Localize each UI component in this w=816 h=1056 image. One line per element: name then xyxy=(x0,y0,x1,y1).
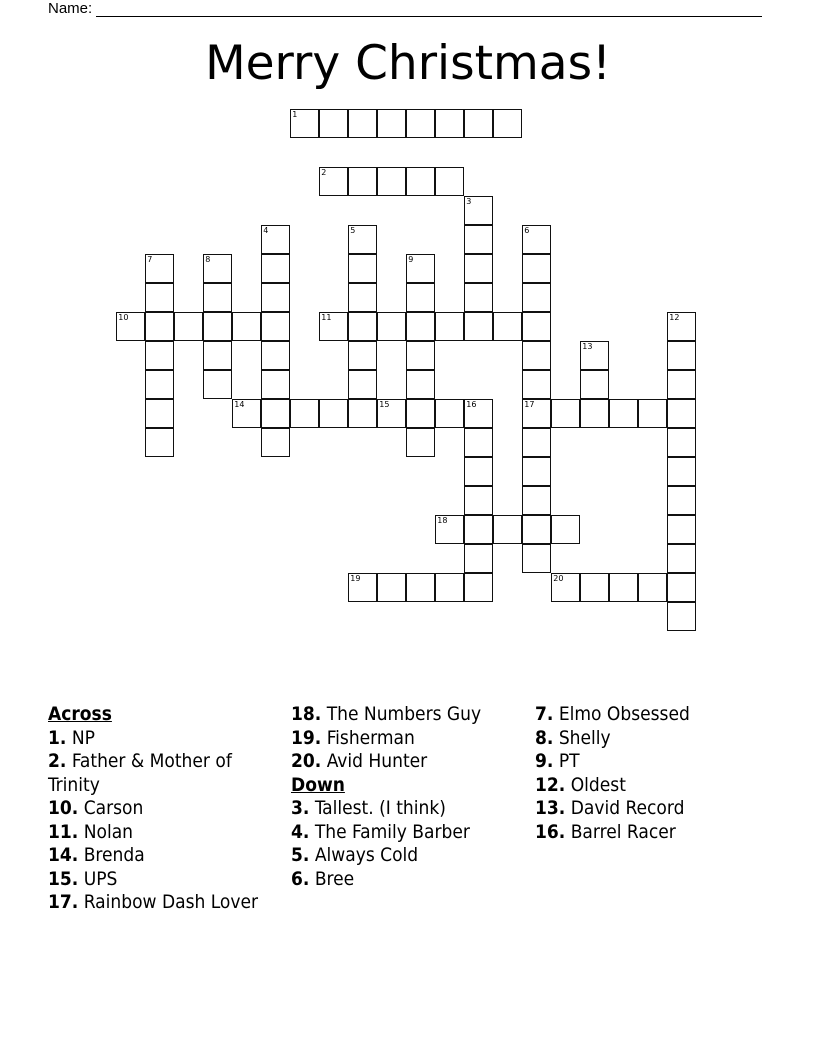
clue-number: 10 xyxy=(118,313,129,323)
grid-cell[interactable] xyxy=(377,167,406,196)
down-clue xyxy=(291,868,506,892)
clue-number: 1. xyxy=(48,726,67,749)
grid-cell[interactable] xyxy=(667,341,696,370)
clue-number: 12. xyxy=(535,773,566,796)
down-clue xyxy=(291,821,506,845)
grid-cell[interactable] xyxy=(522,225,551,254)
grid-cell[interactable] xyxy=(667,544,696,573)
name-field[interactable] xyxy=(48,0,762,17)
clue-number: 18 xyxy=(437,516,448,526)
grid-cell[interactable] xyxy=(464,573,493,602)
clue-number: 4. xyxy=(291,820,310,843)
grid-cell[interactable] xyxy=(464,196,493,225)
crossword-grid xyxy=(117,110,717,650)
clue-text: Oldest xyxy=(565,773,626,796)
grid-cell[interactable] xyxy=(522,457,551,486)
across-clue xyxy=(291,750,506,774)
clue-number: 12 xyxy=(669,313,680,323)
grid-cell[interactable] xyxy=(203,312,232,341)
grid-cell[interactable] xyxy=(522,428,551,457)
across-clue xyxy=(48,891,263,915)
clue-text: Shelly xyxy=(553,726,611,749)
grid-cell[interactable] xyxy=(493,109,522,138)
grid-cell[interactable] xyxy=(406,109,435,138)
clue-text: Always Cold xyxy=(309,844,419,866)
grid-cell[interactable] xyxy=(261,428,290,457)
grid-cell[interactable] xyxy=(464,254,493,283)
grid-cell[interactable] xyxy=(174,312,203,341)
down-clue xyxy=(291,797,506,821)
clue-number: 14. xyxy=(48,844,79,866)
grid-cell[interactable] xyxy=(464,399,493,428)
clue-number: 5. xyxy=(291,844,310,866)
grid-cell[interactable] xyxy=(145,283,174,312)
clue-text: Tallest. (I think) xyxy=(309,797,446,819)
clue-number: 8. xyxy=(535,726,554,749)
clue-text: Rainbow Dash Lover xyxy=(78,891,259,913)
clue-number: 16. xyxy=(535,820,566,843)
grid-cell[interactable] xyxy=(406,428,435,457)
grid-cell[interactable] xyxy=(435,515,464,544)
grid-cell[interactable] xyxy=(406,370,435,399)
grid-cell[interactable] xyxy=(203,254,232,283)
grid-cell[interactable] xyxy=(319,399,348,428)
grid-cell[interactable] xyxy=(145,312,174,341)
clue-number: 17. xyxy=(48,891,79,913)
down-clue xyxy=(535,750,765,774)
grid-cell[interactable] xyxy=(261,225,290,254)
clue-text: Brenda xyxy=(78,844,145,866)
clue-number: 10. xyxy=(48,797,79,819)
grid-cell[interactable] xyxy=(435,109,464,138)
grid-cell[interactable] xyxy=(348,573,377,602)
grid-cell[interactable] xyxy=(377,109,406,138)
page-title: Merry Christmas! xyxy=(205,36,611,91)
grid-cell[interactable] xyxy=(580,370,609,399)
clue-column-3 xyxy=(535,703,765,844)
clue-number: 9. xyxy=(535,750,554,772)
grid-cell[interactable] xyxy=(580,399,609,428)
grid-cell[interactable] xyxy=(348,109,377,138)
grid-cell[interactable] xyxy=(435,573,464,602)
across-clue xyxy=(48,821,263,845)
grid-cell[interactable] xyxy=(522,341,551,370)
clue-number: 11. xyxy=(48,820,79,843)
down-clue xyxy=(291,844,506,868)
grid-cell[interactable] xyxy=(406,312,435,341)
clue-text: UPS xyxy=(78,867,118,890)
clue-number: 8 xyxy=(205,255,211,265)
grid-cell[interactable] xyxy=(638,399,667,428)
grid-cell[interactable] xyxy=(232,399,261,428)
grid-cell[interactable] xyxy=(203,341,232,370)
grid-cell[interactable] xyxy=(261,312,290,341)
clue-text: Avid Hunter xyxy=(321,750,428,772)
grid-cell[interactable] xyxy=(232,312,261,341)
across-clue xyxy=(291,727,506,751)
clue-number: 6. xyxy=(291,867,310,890)
grid-cell[interactable] xyxy=(406,254,435,283)
grid-cell[interactable] xyxy=(145,428,174,457)
grid-cell[interactable] xyxy=(435,167,464,196)
clue-text: David Record xyxy=(565,797,685,819)
clue-number: 2. xyxy=(48,750,67,772)
grid-cell[interactable] xyxy=(406,341,435,370)
grid-cell[interactable] xyxy=(464,515,493,544)
grid-cell[interactable] xyxy=(464,109,493,138)
grid-cell[interactable] xyxy=(319,167,348,196)
grid-cell[interactable] xyxy=(667,428,696,457)
clue-text: Elmo Obsessed xyxy=(553,703,690,725)
across-clue xyxy=(48,727,263,751)
grid-cell[interactable] xyxy=(667,486,696,515)
grid-cell[interactable] xyxy=(667,573,696,602)
across-clue xyxy=(48,844,263,868)
grid-cell[interactable] xyxy=(348,312,377,341)
grid-cell[interactable] xyxy=(551,515,580,544)
grid-cell[interactable] xyxy=(348,370,377,399)
grid-cell[interactable] xyxy=(377,573,406,602)
grid-cell[interactable] xyxy=(551,573,580,602)
grid-cell[interactable] xyxy=(145,341,174,370)
grid-cell[interactable] xyxy=(580,573,609,602)
grid-cell[interactable] xyxy=(493,312,522,341)
clue-number: 1 xyxy=(292,110,298,120)
name-label: Name: xyxy=(48,0,93,17)
grid-cell[interactable] xyxy=(522,283,551,312)
clue-number: 13 xyxy=(582,342,593,352)
clue-number: 16 xyxy=(466,400,477,410)
grid-cell[interactable] xyxy=(319,109,348,138)
down-clue xyxy=(535,774,765,798)
clue-column-2 xyxy=(291,703,506,891)
clue-number: 15 xyxy=(379,400,390,410)
clue-text: Barrel Racer xyxy=(565,820,676,843)
down-heading: Down xyxy=(291,773,345,796)
clue-number: 14 xyxy=(234,400,245,410)
grid-cell[interactable] xyxy=(348,341,377,370)
grid-cell[interactable] xyxy=(464,283,493,312)
grid-cell[interactable] xyxy=(261,341,290,370)
clue-text: Fisherman xyxy=(321,726,415,749)
clue-text: The Numbers Guy xyxy=(321,703,482,725)
grid-cell[interactable] xyxy=(464,312,493,341)
grid-cell[interactable] xyxy=(667,370,696,399)
grid-cell[interactable] xyxy=(290,109,319,138)
grid-cell[interactable] xyxy=(406,573,435,602)
grid-cell[interactable] xyxy=(464,428,493,457)
clue-text: Bree xyxy=(309,867,355,890)
grid-cell[interactable] xyxy=(667,602,696,631)
grid-cell[interactable] xyxy=(145,370,174,399)
grid-cell[interactable] xyxy=(667,312,696,341)
grid-cell[interactable] xyxy=(145,399,174,428)
clue-number: 2 xyxy=(321,168,327,178)
grid-cell[interactable] xyxy=(464,457,493,486)
clue-number: 19 xyxy=(350,574,361,584)
grid-cell[interactable] xyxy=(638,573,667,602)
name-blank-line[interactable] xyxy=(96,2,762,17)
grid-cell[interactable] xyxy=(203,370,232,399)
grid-cell[interactable] xyxy=(348,399,377,428)
grid-cell[interactable] xyxy=(580,341,609,370)
clue-text: Carson xyxy=(78,797,144,819)
grid-cell[interactable] xyxy=(667,457,696,486)
grid-cell[interactable] xyxy=(522,370,551,399)
across-clue xyxy=(48,868,263,892)
grid-cell[interactable] xyxy=(290,399,319,428)
across-clue xyxy=(291,703,506,727)
grid-cell[interactable] xyxy=(667,399,696,428)
grid-cell[interactable] xyxy=(522,515,551,544)
clue-number: 18. xyxy=(291,703,322,725)
clue-number: 7 xyxy=(147,255,153,265)
clue-text: NP xyxy=(66,726,95,749)
clue-number: 4 xyxy=(263,226,269,236)
grid-cell[interactable] xyxy=(261,370,290,399)
grid-cell[interactable] xyxy=(522,254,551,283)
grid-cell[interactable] xyxy=(261,254,290,283)
clue-text: Nolan xyxy=(78,820,134,843)
clue-number: 11 xyxy=(321,313,332,323)
down-clue xyxy=(535,797,765,821)
grid-cell[interactable] xyxy=(522,544,551,573)
grid-cell[interactable] xyxy=(609,399,638,428)
grid-cell[interactable] xyxy=(435,399,464,428)
grid-cell[interactable] xyxy=(203,283,232,312)
grid-cell[interactable] xyxy=(493,515,522,544)
grid-cell[interactable] xyxy=(522,486,551,515)
across-clue xyxy=(48,797,263,821)
grid-cell[interactable] xyxy=(667,515,696,544)
clue-number: 9 xyxy=(408,255,414,265)
grid-cell[interactable] xyxy=(145,254,174,283)
grid-cell[interactable] xyxy=(377,312,406,341)
clue-text: The Family Barber xyxy=(309,820,470,843)
grid-cell[interactable] xyxy=(348,283,377,312)
clue-number: 5 xyxy=(350,226,356,236)
clue-text: Father & Mother of Trinity xyxy=(48,750,232,796)
clue-number: 17 xyxy=(524,400,535,410)
grid-cell[interactable] xyxy=(406,283,435,312)
grid-cell[interactable] xyxy=(464,486,493,515)
grid-cell[interactable] xyxy=(116,312,145,341)
down-clue xyxy=(535,821,765,845)
clue-number: 20 xyxy=(553,574,564,584)
clue-text: PT xyxy=(553,750,580,772)
grid-cell[interactable] xyxy=(406,167,435,196)
grid-cell[interactable] xyxy=(319,312,348,341)
across-clue xyxy=(48,750,263,797)
clue-number: 19. xyxy=(291,726,322,749)
grid-cell[interactable] xyxy=(435,312,464,341)
grid-cell[interactable] xyxy=(522,312,551,341)
grid-cell[interactable] xyxy=(464,225,493,254)
clue-number: 15. xyxy=(48,867,79,890)
grid-cell[interactable] xyxy=(522,399,551,428)
grid-cell[interactable] xyxy=(406,399,435,428)
clue-number: 7. xyxy=(535,703,554,725)
grid-cell[interactable] xyxy=(377,399,406,428)
grid-cell[interactable] xyxy=(348,225,377,254)
grid-cell[interactable] xyxy=(348,254,377,283)
grid-cell[interactable] xyxy=(261,283,290,312)
clue-number: 20. xyxy=(291,750,322,772)
clue-number: 13. xyxy=(535,797,566,819)
down-clue xyxy=(535,727,765,751)
grid-cell[interactable] xyxy=(464,544,493,573)
clue-number: 6 xyxy=(524,226,530,236)
grid-cell[interactable] xyxy=(551,399,580,428)
grid-cell[interactable] xyxy=(261,399,290,428)
clue-number: 3. xyxy=(291,797,310,819)
clue-number: 3 xyxy=(466,197,472,207)
grid-cell[interactable] xyxy=(348,167,377,196)
clue-column-1 xyxy=(48,703,263,915)
across-heading: Across xyxy=(48,703,112,725)
down-clue xyxy=(535,703,765,727)
grid-cell[interactable] xyxy=(609,573,638,602)
